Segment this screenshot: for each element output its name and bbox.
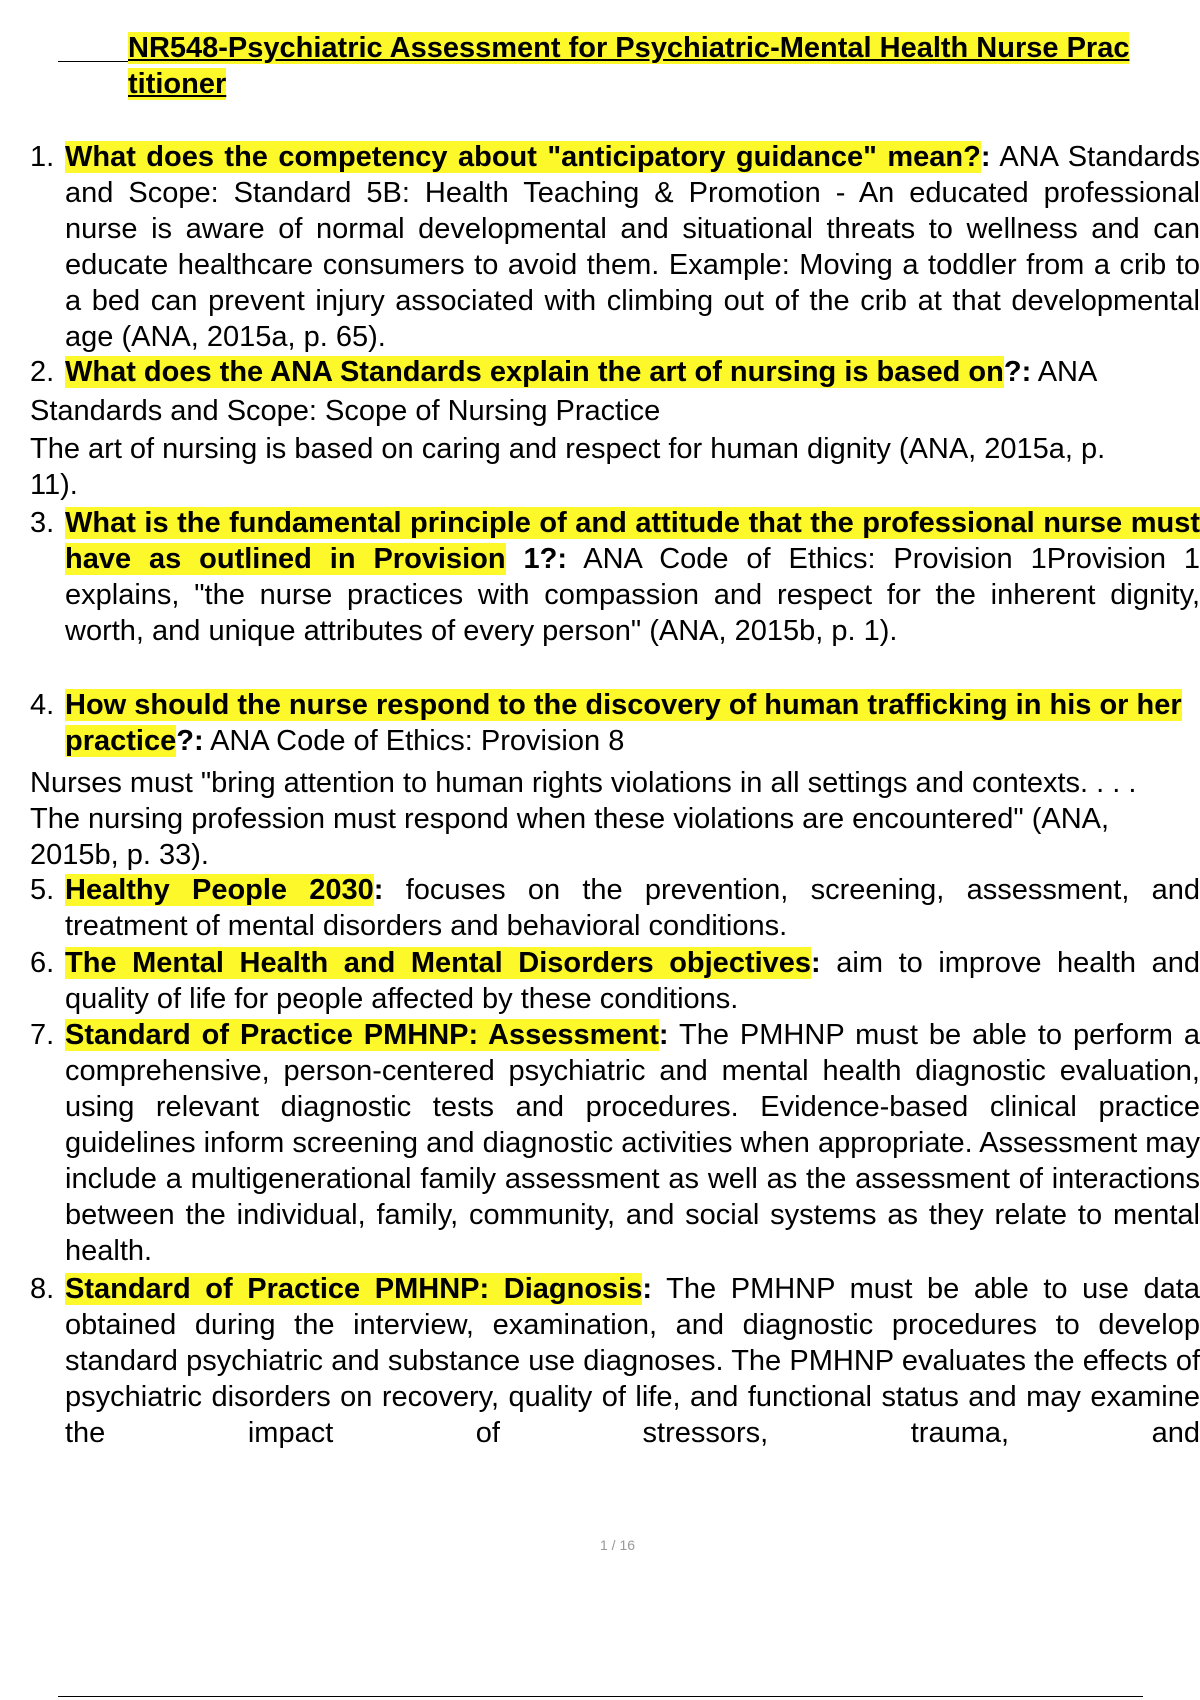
item-separator: :: [811, 947, 821, 979]
paragraph-line: Nurses must "bring attention to human rights violations in all settings and contexts. . . . The nursing profession must respond when these violations are encountered" (ANA, 2015b, p. 33).: [30, 767, 1137, 871]
document-title: NR548-Psychiatric Assessment for Psychiatric-Mental Health Nurse Prac titioner: [128, 32, 1130, 100]
item-separator: :: [658, 1019, 669, 1051]
question-text: Healthy People 2030: [65, 874, 374, 906]
answer-text: ANA Code of Ethics: Provision 1Provision 1 explains, "the nurse practices with compassion and respect for the inherent dignity, worth, and unique attributes of every person" (ANA, 2015b, p. 1).: [65, 543, 1200, 647]
item-separator: :: [642, 1273, 653, 1305]
item-separator: :: [980, 141, 991, 173]
item-body: [65, 945, 1200, 1017]
question-text: What does the ANA Standards explain the art of nursing is based on: [65, 356, 1004, 388]
question-text: What is the fundamental principle of and attitude that the professional nurse must have as outlined in Provision: [65, 507, 1200, 575]
item-number: 3.: [30, 507, 55, 539]
list-item: [30, 139, 1200, 355]
question-text: Standard of Practice PMHNP: Diagnosis: [65, 1273, 643, 1305]
answer-text: focuses on the prevention, screening, assessment, and treatment of mental disorders and behavioral conditions.: [65, 874, 1200, 942]
paragraph-line: The art of nursing is based on caring and respect for human dignity (ANA, 2015a, p. 11).: [30, 433, 1106, 501]
item-number: 2.: [30, 356, 55, 388]
item-separator: ?:: [176, 725, 204, 757]
list-item: [30, 1017, 1200, 1269]
item-separator: :: [373, 874, 384, 906]
list-item: [30, 872, 1200, 944]
item-separator: ?:: [1003, 356, 1032, 388]
item-body: [65, 354, 1200, 390]
item-number: 4.: [30, 689, 55, 721]
question-text: What does the competency about "anticipatory guidance" mean?: [65, 141, 981, 173]
answer-text: ANA: [1031, 356, 1098, 388]
list-item: [30, 1271, 1200, 1451]
document-title-block: [58, 30, 1168, 102]
item-body: [65, 687, 1200, 759]
title-rule: [58, 61, 128, 62]
list-item: [30, 945, 1200, 1017]
item-body: [65, 505, 1200, 649]
answer-text: The PMHNP must be able to perform a comprehensive, person-centered psychiatric and mental health diagnostic evaluation, using relevant diagnostic tests and procedures. Evidence-based clinical practice guidelines inform screening and diagnostic activities when appropriate. Assessment may include a multigenerational family assessment as well as the assessment of interactions between the individual, family, community, and social systems as they relate to mental health.: [65, 1019, 1200, 1267]
item-number: 6.: [30, 947, 55, 979]
item-number: 1.: [30, 141, 55, 173]
question-text: How should the nurse respond to the discovery of human trafficking in his or her practice: [65, 689, 1182, 757]
item-number: 8.: [30, 1273, 55, 1305]
item-separator: 1?:: [505, 543, 567, 575]
item-body: [65, 1017, 1200, 1269]
answer-text: ANA Code of Ethics: Provision 8: [203, 725, 625, 757]
question-text: Standard of Practice PMHNP: Assessment: [65, 1019, 659, 1051]
paragraph-line: Standards and Scope: Scope of Nursing Practice: [30, 395, 661, 427]
answer-text: aim to improve health and quality of life for people affected by these conditions.: [65, 947, 1200, 1015]
list-item: [30, 354, 1200, 390]
item-body: [65, 139, 1200, 355]
answer-text: The PMHNP must be able to use data obtained during the interview, examination, and diagnostic procedures to develop standard psychiatric and substance use diagnoses. The PMHNP evaluates the effects of psychiatric disorders on recovery, quality of life, and functional status and may examine the impact of stressors, trauma, and: [65, 1273, 1200, 1449]
page-indicator: 1 / 16: [599, 1537, 636, 1553]
item-body: [65, 872, 1200, 944]
answer-text: ANA Standards and Scope: Standard 5B: Health Teaching & Promotion - An educated professional nurse is aware of normal developmental and situational threats to wellness and can educate healthcare consumers to avoid them. Example: Moving a toddler from a crib to a bed can prevent injury associated with climbing out of the crib at that developmental age (ANA, 2015a, p. 65).: [65, 141, 1200, 353]
list-item: [30, 505, 1200, 649]
list-item: [30, 687, 1200, 759]
question-text: The Mental Health and Mental Disorders objectives: [65, 947, 812, 979]
item-body: [65, 1271, 1200, 1451]
item-number: 5.: [30, 874, 55, 906]
page-bottom-rule: [58, 1696, 1143, 1697]
item-number: 7.: [30, 1019, 55, 1051]
